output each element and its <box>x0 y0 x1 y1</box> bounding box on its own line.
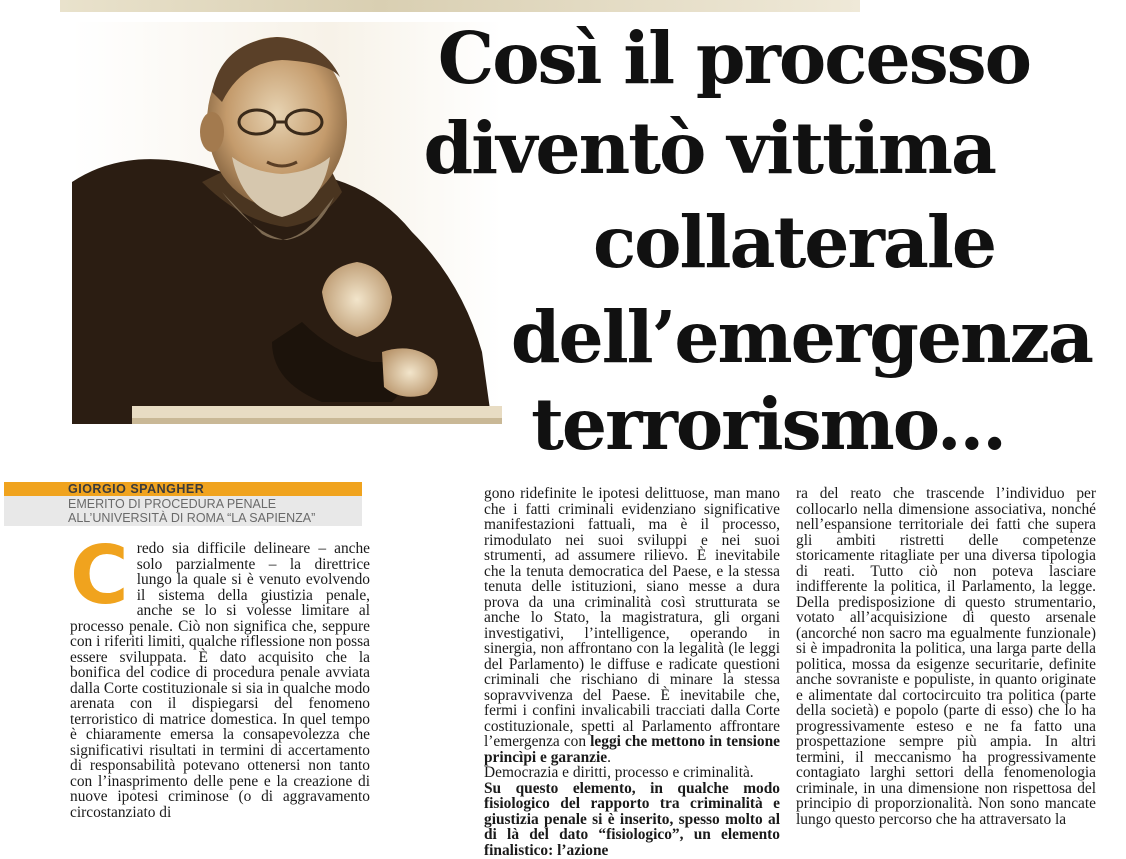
headline-line-3: collaterale <box>592 200 995 284</box>
column-2-punct: . <box>607 748 611 766</box>
headline-line-1: Così il processo <box>437 16 1030 100</box>
headline-line-5: terrorismo... <box>531 382 1005 466</box>
byline-box <box>4 482 362 526</box>
author-role: EMERITO DI PROCEDURA PENALE ALL’UNIVERSITÀ DI ROMA “LA SAPIENZA” <box>68 497 316 525</box>
author-name: GIORGIO SPANGHER <box>68 482 205 496</box>
column-3-text: ra del reato che trascende l’individuo per collocarlo nella dimensione associativa, nonché nell’espansione territoriale dei fatti che supera gli ambiti ristretti delle competenze storicamente ritagliate per una diversa tipologia di reati. Tutto ciò non poteva lasciare indifferente la politica, il Parlamento, la legge. Della predisposizione di questo strumentario, votato all’acquisizione di questo arsenale (ancorché non sacro ma egualmente funzionale) si è impadronita la politica, una larga parte della politica, mossa da esigenze securitarie, definite anche sovraniste e populiste, in quanto originate e alimentate dal cortocircuito tra politica (parte della società) e popolo (parte di esso) che lo ha progressivamente esteso e ne fa fatto una prospettazione sempre più ampia. In altri termini, il meccanismo ha progressivamente contagiato larghi settori della fenomenologia criminale, in una dimensione non rispettosa del principio di proporzionalità. Non sono mancate lungo questo percorso che ha attraversato la <box>796 485 1096 828</box>
headline <box>300 14 1110 466</box>
column-2-bold-phrase: leggi che mettono in tensione princìpi e garanzie <box>484 733 780 766</box>
article-column-1 <box>70 529 370 821</box>
column-2-bold-paragraph: Su questo elemento, in qualche modo fisiologico del rapporto tra criminalità e giustizia penale si è inserito, spesso molto al di là del dato “fisiologico”, un elemento finalistico: l’azione <box>484 779 780 859</box>
drop-cap: C <box>70 529 127 622</box>
article-column-2 <box>484 486 780 858</box>
column-1-text: redo sia difficile delineare – anche solo parzialmente – la direttrice lungo la quale si è venuto evolvendo il sistema della giustizia penale, anche se lo si volesse limitare al processo penale. Ciò non significa che, seppure con i riferiti limiti, qualche riflessione non possa essere sviluppata. È dato acquisito che la bonifica del codice di procedura penale avviata dalla Corte costituzionale si sia in qualche modo arenata con il dispiegarsi del fenomeno terroristico di matrice domestica. In quel tempo è chiaramente emersa la consapevolezza che significativi risultati in termini di accertamento di responsabilità potevano ottenersi non tanto con l’inasprimento delle pene e la creazione di nuove ipotesi criminose (o di aggravamento circostanziato di <box>70 540 370 821</box>
article-column-3 <box>796 486 1096 827</box>
column-2-paragraph <box>484 486 780 765</box>
column-2-text-2: Democrazia e diritti, processo e criminalità. <box>484 764 754 781</box>
headline-line-4: dell’emergenza <box>510 295 1092 379</box>
headline-line-2: diventò vittima <box>423 106 995 190</box>
column-2-text: gono ridefinite le ipotesi delittuose, man mano che i fatti criminali evidenziano significative manifestazioni fattuali, ma è il processo, rimodulato nei suoi sviluppi e nei suoi strumenti, ad assumere rilievo. È inevitabile che la tenuta democratica del Paese, e la stessa tenuta delle istituzioni, siano messe a dura prova da una criminalità così strutturata se anche lo Stato, la magistratura, gli organi investigativi, l’intelligence, operando in sinergia, non affrontano con la legalità (le leggi del Parlamento) le diffuse e radicate questioni criminali che rischiano di minare la stessa sopravvivenza del Paese. È inevitabile che, fermi i confini invalicabili tracciati dalla Corte costituzionale, spetti al Parlamento affrontare l’emergenza con <box>484 485 780 750</box>
top-strip <box>60 0 860 12</box>
